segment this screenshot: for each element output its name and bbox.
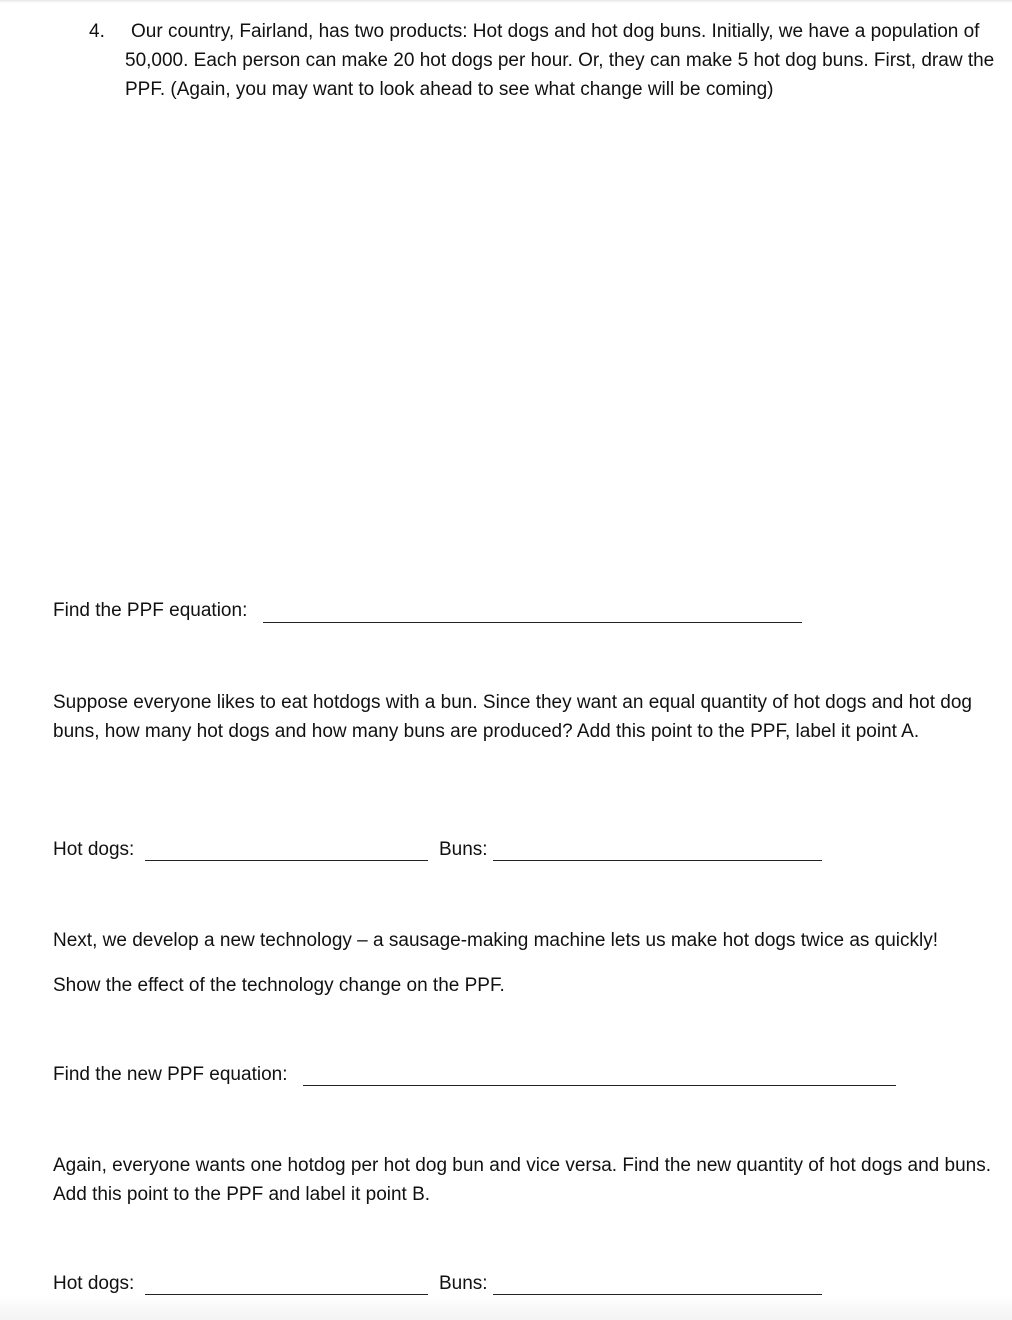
hot-dogs-a-label: Hot dogs: (53, 839, 135, 860)
question-intro: Our country, Fairland, has two products: Hot dogs and hot dog buns. Initially, we have a population of 50,000. Each person can make 20 hot dogs per hour. Or, they can make 5 hot dog buns. First, draw the PPF. (Again, you may want to look ahead to see what change will be coming) (125, 21, 995, 100)
hot-dogs-b-label: Hot dogs: (53, 1273, 135, 1294)
technology-change-instruction: Show the effect of the technology change on the PPF. (53, 975, 505, 996)
page-bottom-shadow (0, 1296, 1012, 1320)
ppf-equation-blank[interactable] (263, 622, 802, 623)
hot-dogs-a-blank[interactable] (145, 860, 428, 861)
new-ppf-equation-label: Find the new PPF equation: (53, 1064, 288, 1085)
buns-b-blank[interactable] (493, 1294, 822, 1295)
buns-a-label: Buns: (439, 839, 488, 860)
ppf-equation-label: Find the PPF equation: (53, 600, 248, 621)
hot-dogs-b-blank[interactable] (145, 1294, 428, 1295)
technology-change-text: Next, we develop a new technology – a sausage-making machine lets us make hot dogs twice as quickly! (53, 930, 939, 951)
question-number: 4. (89, 21, 105, 42)
buns-a-blank[interactable] (493, 860, 822, 861)
point-b-question: Again, everyone wants one hotdog per hot dog bun and vice versa. Find the new quantity of hot dogs and buns. Add this point to the PPF and label it point B. (53, 1155, 991, 1205)
point-a-question: Suppose everyone likes to eat hotdogs with a bun. Since they want an equal quantity of hot dogs and hot dog buns, how many hot dogs and how many buns are produced? Add this point to the PPF, label it point A. (53, 692, 972, 742)
buns-b-label: Buns: (439, 1273, 488, 1294)
ppf-drawing-area[interactable] (53, 140, 993, 580)
new-ppf-equation-blank[interactable] (303, 1085, 896, 1086)
page-top-edge (0, 0, 1012, 3)
